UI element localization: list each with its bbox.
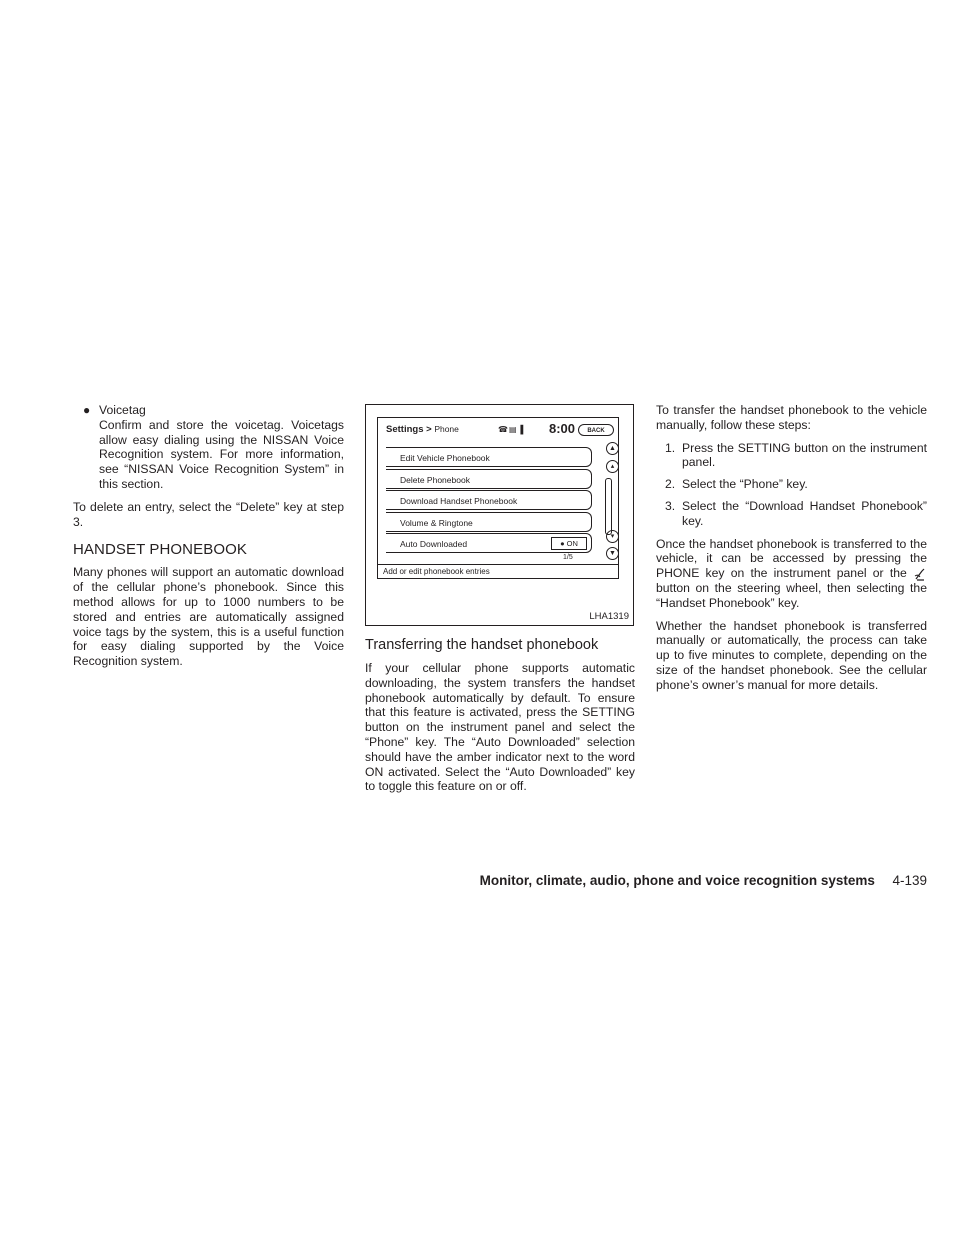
scroll-up-icon: ▴ xyxy=(606,460,619,473)
scroll-down-double-icon: ▼ xyxy=(606,547,619,560)
step-item: 1. Press the SETTING button on the instrument panel. xyxy=(665,440,927,470)
duration-paragraph: Whether the handset phonebook is transferred manually or automatically, the process can take up to five minutes to complete, depending on the size of the handset phonebook. See the cellular phone’s owner’s manual for more details. xyxy=(656,618,927,692)
access-paragraph: Once the handset phonebook is transferred to the vehicle, it can be accessed by pressing the PHONE key on the instrument panel or the button on the steering wheel, then selecting the “Handset Phonebook” key. xyxy=(656,536,927,610)
menu-item-auto-downloaded: Auto Downloaded ● ON xyxy=(386,533,592,553)
column-left xyxy=(73,403,344,669)
steering-phone-icon xyxy=(913,568,927,580)
screen-header xyxy=(386,424,459,435)
footer-section: Monitor, climate, audio, phone and voice recognition systems xyxy=(479,873,875,888)
display-screen xyxy=(377,417,619,579)
page-indicator: 1/5 xyxy=(563,554,573,561)
figure-screen xyxy=(365,404,634,626)
bullet-title: Voicetag xyxy=(99,403,146,417)
on-indicator: ● ON xyxy=(551,537,587,550)
scrollbar xyxy=(605,478,612,535)
menu-item-edit-vehicle-phonebook: Edit Vehicle Phonebook xyxy=(386,447,592,467)
middle-body: If your cellular phone supports automatic downloading, the system transfers the handset phonebook automatically by default. To ensure that this feature is activated, press the SETTING button on the instrument panel and select the “Phone” key. The “Auto Downloaded” selection should have the amber indicator next to the word ON activated. Select the “Auto Downloaded” key to toggle this feature on or off. xyxy=(365,661,635,794)
scroll-up-double-icon: ▲ xyxy=(606,442,619,455)
bullet-voicetag xyxy=(73,403,344,492)
bullet-dot-icon: ● xyxy=(83,403,91,417)
scroll-down-icon: ▾ xyxy=(606,530,619,543)
bullet-text: Confirm and store the voicetag. Voicetags allow easy dialing using the NISSAN Voice Recognition system. For more information, see “NISSAN Voice Recognition System” in this section. xyxy=(99,417,344,491)
column-middle xyxy=(365,626,635,794)
steps-intro: To transfer the handset phonebook to the vehicle manually, follow these steps: xyxy=(656,403,927,432)
clock: 8:00 xyxy=(549,421,576,436)
menu-item-download-handset-phonebook: Download Handset Phonebook xyxy=(386,490,592,510)
step-item: 2. Select the “Phone” key. xyxy=(665,477,808,492)
page-footer xyxy=(440,873,927,888)
settings-menu xyxy=(386,447,592,555)
menu-item-delete-phonebook: Delete Phonebook xyxy=(386,469,592,489)
subheading: Transferring the handset phonebook xyxy=(365,637,599,653)
delete-paragraph: To delete an entry, select the “Delete” key at step 3. xyxy=(73,499,344,529)
figure-id: LHA1319 xyxy=(589,611,629,622)
screen-footer: Add or edit phonebook entries xyxy=(378,564,618,578)
status-icons: ☎▤▐ xyxy=(498,425,525,434)
section-body: Many phones will support an automatic download of the cellular phone’s phonebook. Since this method allows for up to 1000 numbers to be stored and entries are automatically assigned voice tags by the system, this is a useful function for easy dialing supported by the Voice Recognition system. xyxy=(73,565,344,669)
steps-list xyxy=(656,441,927,529)
screen-title: Settings > xyxy=(386,424,432,435)
page-number: 4-139 xyxy=(892,873,927,888)
column-right xyxy=(656,403,927,701)
section-heading: HANDSET PHONEBOOK xyxy=(73,541,247,559)
menu-item-volume-ringtone: Volume & Ringtone xyxy=(386,512,592,532)
step-item: 3. Select the “Download Handset Phonebook” key. xyxy=(665,498,927,528)
back-button: BACK xyxy=(578,424,614,436)
screen-subtitle: Phone xyxy=(434,424,459,434)
